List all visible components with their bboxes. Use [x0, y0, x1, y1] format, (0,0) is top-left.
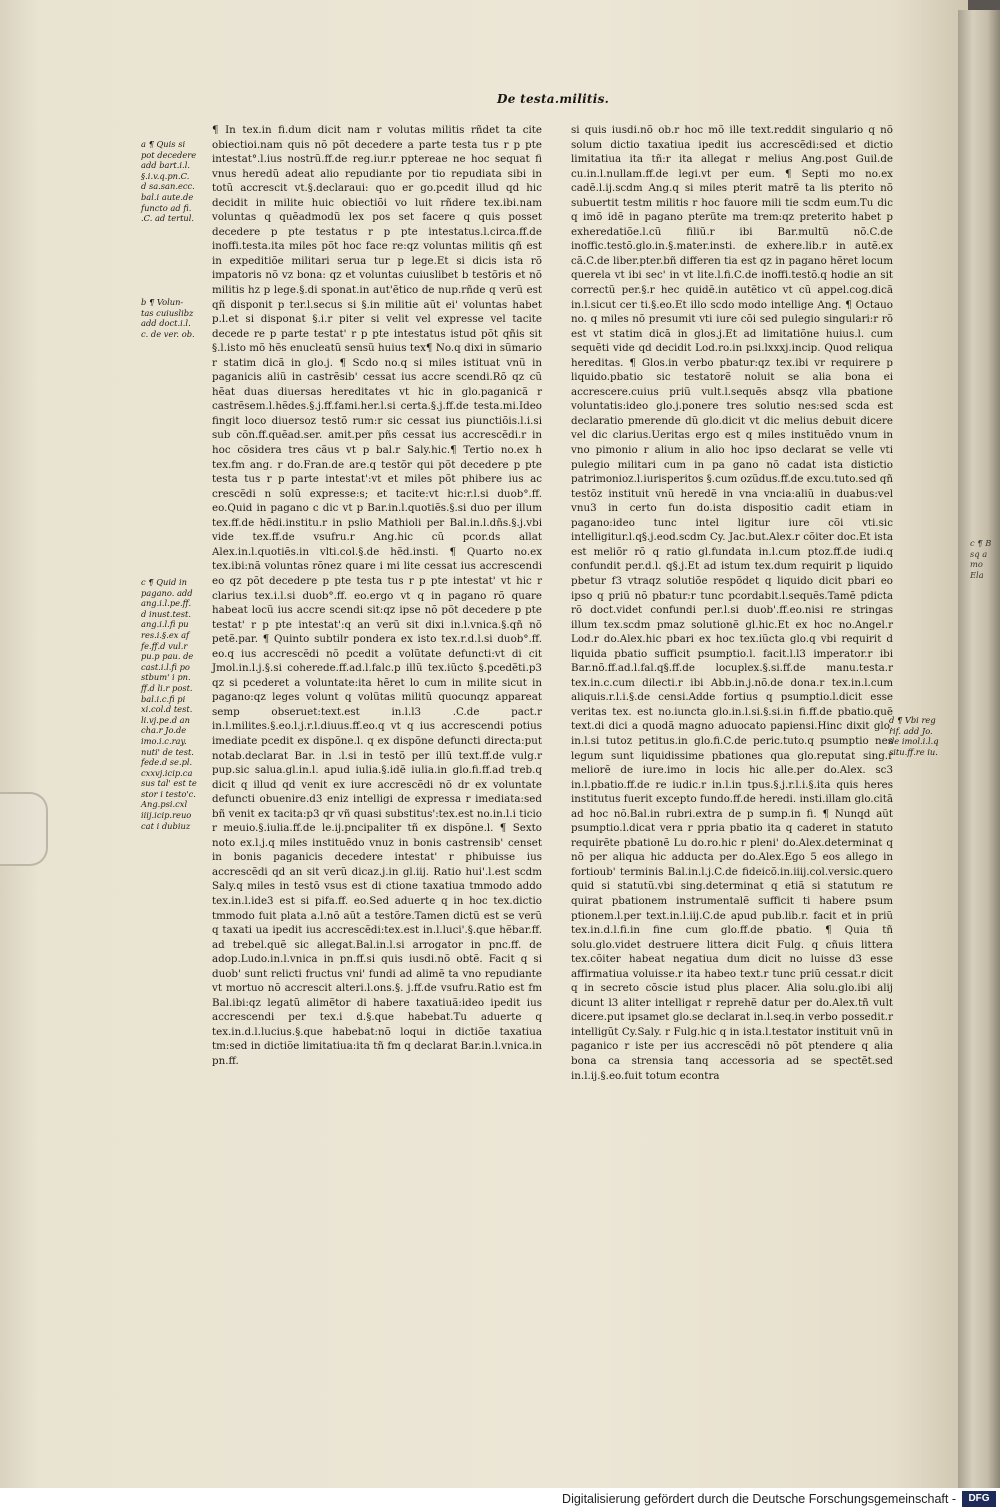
marginal-gloss-b: b ¶ Volun- tas cuiuslibz add doct.i.l. c. de ver. ob. — [141, 297, 195, 339]
adjacent-page-edge — [958, 10, 1000, 1488]
running-header: De testa.militis. — [497, 92, 610, 106]
commentary-paragraph: ¶ In tex.in fi.dum dicit nam r volutas militis rñdet ta cite obiectioi.nam quis nõ põt decedere a parte testa tus r p pte intestat°.l.ius nostrũ.ff.de reg.iur.r pptereae ne hoc sequat fi vnus heredũ adeat alio repudiante por tio repudiata sibi in totũ accrescit vt.§.declaraui: quo er go.pcedit illud qd hic decidit in milite huic obiectiõi vo luit rñdere tex.ibi.nam voluntas q quẽadmodũ lex pos set facere q quis posset decedere p pte testatus r p pte intestatus.l.circa.ff.de inoffi.testa.ita miles põt hoc face re:qz voluntas militis qñ est in expeditiõe militari serua tur p lege.Et si dicis ista rõ impatoris nõ vz bona: qz et voluntas cuiuslibet b testõris et nõ militis hz p lege.§.di sponat.in aut'ẽtico de nup.rñde q verũ est qñ disponit p ter.l.secus si §.in militie aũt ei' voluntas habet p.l.et si disponat §.i.r piter si velit vel expresse vel tacite decede re p parte testat' r p pte intestatus istud põt qñis sit §.l.isto mõ hẽs enucleatũ sensũ huius tex¶ No.q dixi in sũmario r statim dicã in glo.j. ¶ Scdo no.q si miles istituat vnũ in paganicis aliũ in castrẽsib' cessat ius accre scendi.Rõ qz cũ hẽat duas diuersas hereditates vt hic in glo.paganicã r castrẽsem.l.hẽdes.§.j.ff.fami.her.l.si certa.§.j.ff.de testa.mi.Ideo fingit loco diuersoz testõ rum:r sic cessat ius piunctiõis.l.i.si sub cõn.ff.quẽad.ser. amit.per pñs cessat ius accrescẽdi.r in hoc cõsidera tres cãus vt p bal.r Saly.hic.¶ Tertio no.ex h tex.fm ang. r do.Fran.de are.q testõr qui põt decedere p pte testa tus r p parte intestat':vt et miles põt phibere ius ac crescẽdi n solũ expresse:s; et tacite:vt hic:r.l.si duob°.ff. eo.Quid in pagano c dic vt p Bar.in.l.quotiẽs.§.si duo per illum tex.ff.de hẽdi.institu.r in pslio Mathioli per Bal.in.l.dñs.§.j.vbi vide tex.ff.de vsufru.r Ang.hic cũ pcor.ds allat Alex.in.l.quotiẽs.in vlti.col.§.de hẽd.insti. ¶ Quarto no.ex tex.ibi:nã voluntas rõnez quare i mi lite cessat ius accrescendi eo qz põt decedere p pte testa tus r p pte intestat' vt hic r clarius tex.i.l.si duob°.ff. eo.ergo vt q in pagano rõ quare habeat locũ ius accre scendi sit:qz ipse nõ põt decedere p pte testat' r p pte intestat':q an verũ sit dixi in.l.vnica.§.qñ nõ petẽ.par. ¶ Quinto subtilr pondera ex isto tex.r.d.l.si duob°.ff. eo.q ius accrescẽdi nõ pcedit a volũtate defuncti:vt di cit Jmol.in.l.j.§.si coherede.ff.ad.l.falc.p illũ tex.iũcto §.pcedẽti.p3 qz si pcederet a voluntate:ita hẽret lo cum in milite sicut in pagano:qz leges volunt q volũtas militũ quocunqz appareat semp obseruet:text.est in.l.l3 .C.de pact.r in.l.milites.§.eo.l.j.r.l.diuus.ff.eo.q vt q ius accrescendi potius imediate pcedit ex dispõne.l. q ex dispõne defuncti directa:put notab.declarat Bar. in .l.si in testõ per illũ text.ff.de vulg.r pup.sic salua.gl.in.l. apud iulia.§.idẽ iulia.in glo.fi.ff.ad treb.q dicit q illud qd venit ex iure accrescẽdi nõ dr ex voluntate defuncti obuenire.d3 eniz intelligi de expressa r imediata:sed bñ venit ex tacita:p3 qr vñ quasi substitus':tex.est no.in.l.i ticio r meuio.§.iulia.ff.de le.ij.pncipaliter tñ ex dispõne.l. ¶ Sexto noto ex.l.j.q miles instituẽdo vnuz in bonis castrensib' censet in bonis paganicis decedere intestat' r phibuisse ius accrescẽdi qd an sit verũ dicaz.j.in gl.iij. Ratio hui'.l.est scdm Saly.q miles in testõ vsus est di ctione taxatiua tmmodo addo tex.in.l.ide3 est si pifa.ff. eo.Sed aduerte q in hoc tex.dictio tmmodo fuit plata a.l.nõ aũt a testõre.Tamen dictũ est se verũ q taxati ua ipedit ius accrescẽdi:tex.est in.l.luci'.§.que hẽbar.ff. ad trebel.quẽ sic allegat.Bal.in.l.si arrogator in pnc.ff. de adop.Ludo.in.l.vnica in pn.ff.si quis iusdi.nõ obtẽ. Facit q si duob' sunt relicti fructus vni' fundi ad alimẽ ta vno repudiante vt mortuo nõ accrescit alteri.l.ons.§. j.ff.de vsufru.Ratio est fm Bal.ibi:qz legatũ alimẽtor di habere taxatiuã:ideo ipedit ius accrescendi per tex.i d.§.que habebat.Tu aduerte q tex.in.d.l.lucius.§.que habebat:nõ loqui in dictiõe taxatiua tm:sed in dictiõe limitatiua:ita tñ fm q declarat Bar.in.l.vnica.in pn.ff. — [212, 124, 542, 1067]
marginal-gloss-d: d ¶ Vbi reg rif. add Jo. de imol.i.l.q situ.ff.re iu. — [889, 715, 939, 757]
text-column-right — [571, 123, 893, 1083]
marginal-gloss-c: c ¶ Quid in pagano. add ang.i.l.pe.ff. d inust.test. ang.i.l.fi pu res.i.§.ex af fe.ff.d vul.r pu.p pau. de cast.i.l.fi po stbum' i pn. ff.d li.r post. bal.i.c.fi pi xi.col.d test. li.vj.pe.d an cha.r Jo.de imo.i.c.ray. nuti' de test. fede.d se.pl. cxxvj.icip.ca sus tal' est te stor i testo'c. Ang.psi.cxl iiij.icip.reuo cat i dubiuz — [141, 577, 197, 831]
footer-credit: Digitalisierung gefördert durch die Deutsche Forschungsgemeinschaft - — [562, 1492, 956, 1506]
marginal-gloss-a: a ¶ Quis si pot decedere add bart.i.l. §.i.v.q.pn.C. d sa.san.ecc. bal.i aute.de functo ad fi. .C. ad tertul. — [141, 139, 197, 224]
page-clip — [0, 792, 48, 866]
dfg-logo: DFG — [962, 1491, 996, 1507]
digitization-footer — [0, 1488, 1000, 1511]
text-column-left — [212, 123, 542, 1069]
facing-page-gloss: c ¶ B sq a mo Ela — [970, 538, 992, 580]
commentary-paragraph: si quis iusdi.nõ ob.r hoc mõ ille text.reddit singulario q nõ solum dictio taxatiua ipedit ius accrescẽdi:sed et dictio limitatiua ita tñ:r ita allegat r melius Ang.post Guil.de cu.in.l.nullam.ff.de legi.vt per eum. ¶ Septi mo no.ex cadẽ.l.ij.scdm Ang.q si miles pterit matrẽ ta lis pterito nõ subuertit testm militis r hoc fauore mili tie scdm eum.Tu dic q imõ idẽ in pagano pterũte ma trem:qz preterito habet p exheredatiõe.l.cũ filiũ.r ibi Bar.multũ nõ.C.de inoffic.testõ.glo.in.§.mater.insti. de exhere.lib.r in autẽ.ex cã.C.de liber.pter.bñ differen tia est qz in pagano hẽret locum querela vt ibi sec' in vt lite.l.fi.C.de inoffi.testõ.q hodie an sit correctũ per.§.r hec quidẽ.in autẽtico vt cũ appel.cog.dicã in.l.sicut cer ti.§.eo.Et illo scdo modo intellige Ang. ¶ Octauo no. q miles nõ presumit vti iure cõi sed pulegio singulari:r rõ est vt statim dicã in glos.j.Et ad limitatiõne huius.l. cum sequẽti vide qd decidit Lod.ro.in psi.lxxxj.incip. Quod reliqua hereditas. ¶ Glos.in verbo pbatur:qz tex.ibi vr requirere p liquido.pbatio sic testatorẽ noluit se alia bona ei accrescere.cuius priũ vult.l.sequẽs absqz vlla pbatione voluntatis:ideo glo.j.ponere tres solutio nes:sed scda est declaratio pmerende dũ glo.dicit vt dic melius debuit dicere vel dic clarius.Ueritas ergo est q miles instituẽdo vnum in vno pimonio r alium in alio hoc ipso declarat se velle vti pulegio militari cum in pa gano nõ cadat ista distictio patrimonioz.l.iurisperitos §.cum ozũdus.ff.de excu.tuto.sed qñ testõz instituit vnũ heredẽ in vna vncia:aliũ in duabus:vel vnu3 in certo fun do.ista dispositio cadit etiam in pagano:ideo tunc intel ligitur iure cõi vti.sic intelligitur.l.q§.j.eod.scdm Cy. Jac.but.Alex.r cõiter doc.Et ista est meliõr rõ q ratio gl.fundata in.l.cum ptoz.ff.de iudi.q confundit per.d.l. q§.j.Et ad istum tex.dum requirit p liquido pbetur f3 vtraqz solutiõe respõdet q liquido dicit pbari eo ipso q priũ nõ pbatur:r tunc pcordabit.l.sequẽs.Tamẽ pdicta rõ doct.videt confundi per.l.si duob'.ff.eo.nisi re stringas illum tex.scdm pmaz solutionẽ gl.hic.Et ex hoc no.Angel.r Lod.r do.Alex.hic pbari ex hoc tex.iũcta glo.q vbi requirit d liquida pbatio sufficit psumptio.l. facit.l.l3 imperator.r ibi Bar.nõ.ff.ad.l.fal.q§.ff.de locuplex.§.si.ff.de manu.testa.r tex.in.c.cum dilecti.r ibi Abb.in.j.nõ.de dona.r tex.in.l.cum aliquis.r.l.i.§.de censi.Adde fortius q psumptio.l.dicit esse veritas tex. est no.iuncta glo.in.l.si.§.si.in fi.ff.de pbatio.quẽ text.di dici a quodã magno aduocato papiensi.Hinc dixit glo. in.l.si tutoz petitus.in glo.fi.C.de peric.tuto.q psumptio nes legum sunt liquidissime pbationes qua glo.reputat sing.r meliorẽ de iure.imo in locis hic alle.per do.Alex. sc3 in.l.pbatio.ff.de re iudic.r in.l.in tpus.§.j.r.l.i.§.ita quis heres institutus fuerit excepto fundo.ff.de heredi. insti.illam glo.citã ad hoc nõ.Bal.in rubri.extra de p sump.in fi. ¶ Nunqd aũt psumptio.l.dicat vera r ppria pbatio ita q caderet in statuto requirẽte pbationẽ Lu do.ro.hic r pleni' do.Alex.determinat q nõ per aliqua hic adducta per do.Alex.Ego 5 eos allego in fortioub' terminis Bal.in.l.j.C.de fideicõ.in.iiij.col.versic.quero quid si statutũ.vbi sing.determinat q etiã si statutum re quirat pbationem instrumentalẽ sufficit ti habere psum ptionem.l.per text.in.l.iij.C.de apud pub.lib.r. facit et in priũ tex.in.d.l.fi.in fine cum glo.ff.de pbatio. ¶ Quia tñ solu.glo.videt destruere littera dicit Fulg. q cñuis littera tex.cõiter habeat negatiua dum dicit no luisse d3 esse affirmatiua voluisse.r ita habeo text.r tunc priũ cessat.r dicit q in secreto cõscie istud plus placer. Alia solu.glo.ibi alij dicunt l3 aliter intelligat r reprehẽ datur per do.Alex.tñ vult dicere.put ipsamet glo.se declarat in.l.seq.in verbo possedit.r intelligũt Cy.Saly. r Fulg.hic q in ista.l.testator instituit vnũ in paganico r iste per ius accrescẽdi nõ põt ptendere q alia bona ca strensia tanq accessoria ad se spectẽt.sed in.l.ij.§.eo.fuit totum econtra — [571, 124, 893, 1082]
